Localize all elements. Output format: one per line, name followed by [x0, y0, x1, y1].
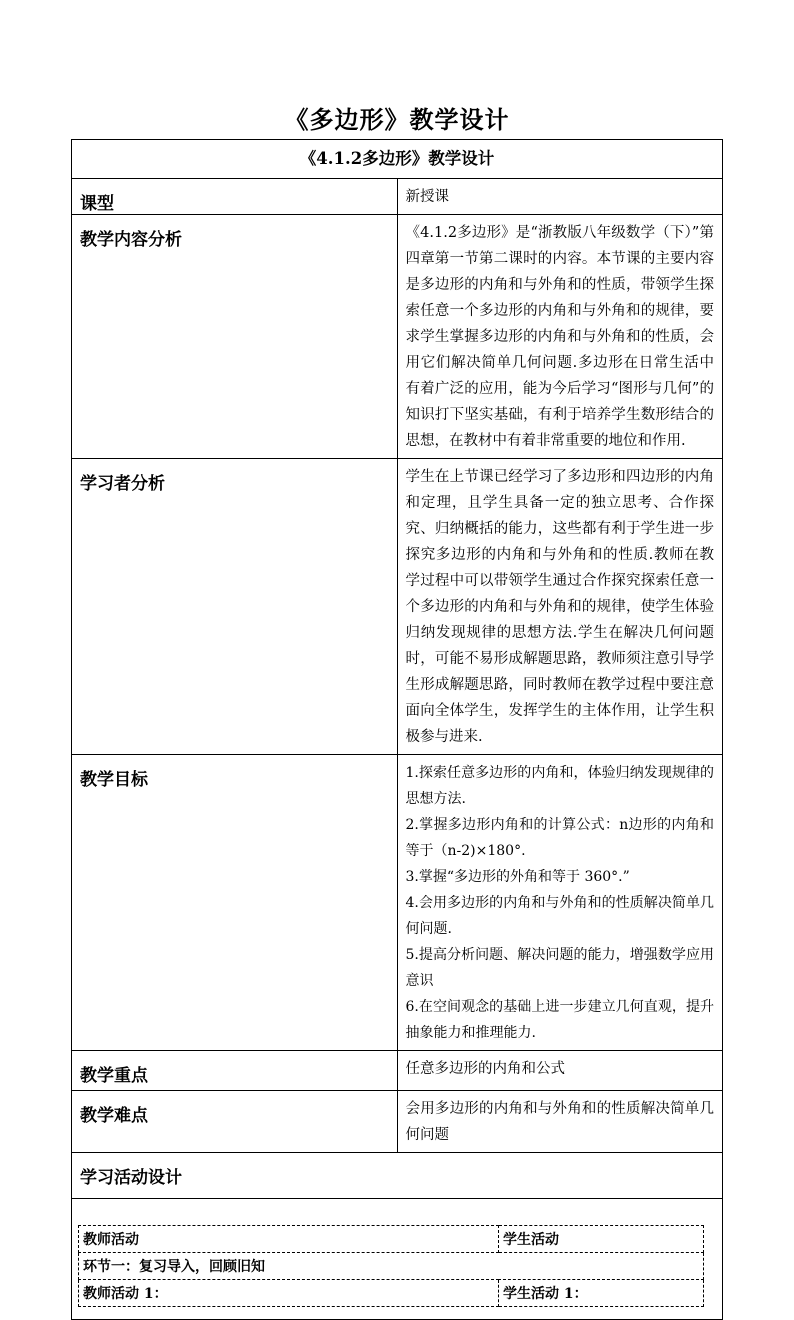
table-subtitle: 《4.1.2多边形》教学设计	[72, 140, 723, 179]
key-point-value: 任意多边形的内角和公式	[397, 1051, 723, 1091]
activity-table-cell	[72, 1199, 723, 1320]
difficulty-label: 教学难点	[72, 1091, 398, 1153]
type-label: 课型	[72, 179, 398, 215]
goal-item: 3.掌握“多边形的外角和等于 360°.”	[405, 869, 630, 885]
content-analysis-label: 教学内容分析	[72, 215, 398, 459]
goals-list-cell	[397, 755, 723, 1051]
learner-analysis-value: 学生在上节课已经学习了多边形和四边形的内角和定理，且学生具备一定的独立思考、合作探究、归纳概括的能力，这些都有利于学生进一步探究多边形的内角和与外角和的性质.教师在教学过程中可以带领学生通过合作探究探索任意一个多边形的内角和与外角和的规律，使学生体验归纳发现规律的思想方法.学生在解决几何问题时，可能不易形成解题思路，教师须注意引导学生形成解题思路，同时教师在教学过程中要注意面向全体学生，发挥学生的主体作用，让学生积极参与进来.	[397, 459, 723, 755]
goals-label: 教学目标	[72, 755, 398, 1051]
difficulty-value: 会用多边形的内角和与外角和的性质解决简单几何问题	[397, 1091, 723, 1153]
step-one-title: 环节一：复习导入，回顾旧知	[79, 1253, 704, 1280]
goal-item: 5.提高分析问题、解决问题的能力，增强数学应用意识	[405, 947, 714, 989]
goal-item: 2.掌握多边形内角和的计算公式：n边形的内角和等于（n-2)×180°.	[405, 817, 714, 859]
student-activity-header: 学生活动	[499, 1226, 704, 1253]
teacher-activity-header: 教师活动	[79, 1226, 499, 1253]
student-activity-1: 学生活动 1：	[499, 1280, 704, 1307]
lesson-plan-table	[71, 139, 723, 1320]
type-value: 新授课	[397, 179, 723, 215]
activity-design-title: 学习活动设计	[72, 1153, 723, 1199]
content-analysis-value: 《4.1.2多边形》是“浙教版八年级数学（下）”第四章第一节第二课时的内容。本节课的主要内容是多边形的内角和与外角和的性质，带领学生探索任意一个多边形的内角和与外角和的规律，要求学生掌握多边形的内角和与外角和的性质，会用它们解决简单几何问题.多边形在日常生活中有着广泛的应用，能为今后学习“图形与几何”的知识打下坚实基础，有利于培养学生数形结合的思想，在教材中有着非常重要的地位和作用.	[397, 215, 723, 459]
goal-item: 6.在空间观念的基础上进一步建立几何直观，提升抽象能力和推理能力.	[405, 999, 714, 1041]
activity-table	[78, 1225, 704, 1307]
goals-list	[406, 760, 715, 1046]
learner-analysis-label: 学习者分析	[72, 459, 398, 755]
teacher-activity-1: 教师活动 1：	[79, 1280, 499, 1307]
document-title: 《多边形》教学设计	[284, 105, 510, 134]
key-point-label: 教学重点	[72, 1051, 398, 1091]
goal-item: 4.会用多边形的内角和与外角和的性质解决简单几何问题.	[405, 895, 714, 937]
goal-item: 1.探索任意多边形的内角和，体验归纳发现规律的思想方法.	[405, 765, 714, 807]
